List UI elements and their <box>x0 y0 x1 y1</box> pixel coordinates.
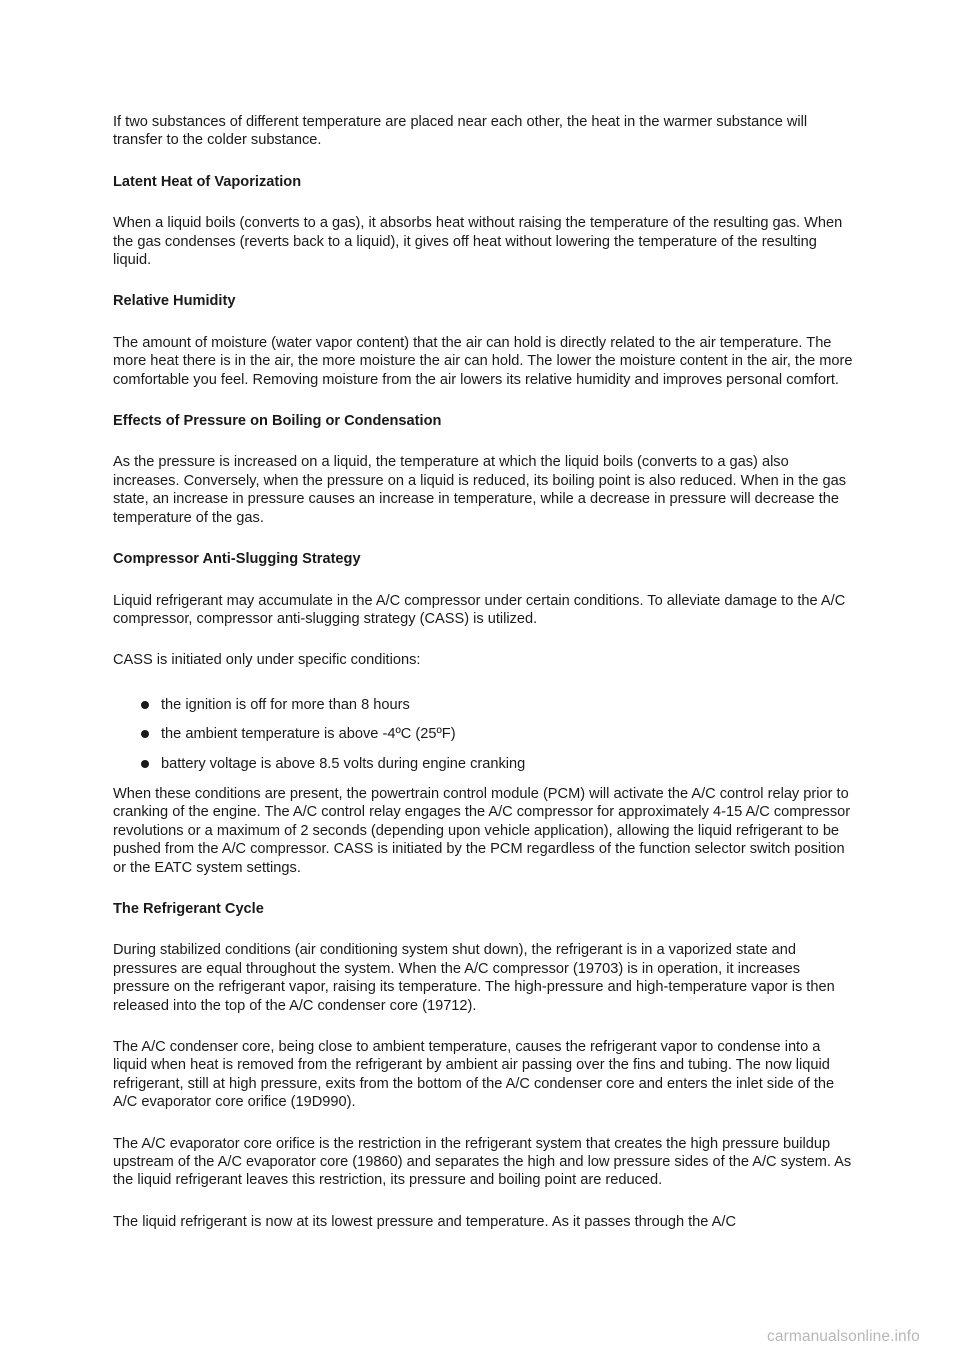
paragraph-lowest-pressure: The liquid refrigerant is now at its lowest pressure and temperature. As it passes through the A/C <box>113 1213 736 1230</box>
bullet-icon <box>141 730 149 738</box>
heading-pressure-effects: Effects of Pressure on Boiling or Condensation <box>113 413 442 430</box>
list-item-text: battery voltage is above 8.5 volts during engine cranking <box>161 755 526 772</box>
document-body <box>113 113 853 1231</box>
list-item <box>113 696 853 714</box>
heading-anti-slugging: Compressor Anti-Slugging Strategy <box>113 551 361 568</box>
list-item <box>113 755 853 773</box>
paragraph-condenser-core: The A/C condenser core, being close to ambient temperature, causes the refrigerant vapor to condense into a liquid when heat is removed from the refrigerant by ambient air passing over the fins and tubing. The now liquid refrigerant, still at high pressure, exits from the bottom of the A/C condenser core and enters the inlet side of the A/C evaporator core orifice (19D990). <box>113 1039 835 1111</box>
paragraph-pressure-effects: As the pressure is increased on a liquid, the temperature at which the liquid boils (converts to a gas) also increases. Conversely, when the pressure on a liquid is reduced, its boiling point is also reduced. When in the gas state, an increase in pressure causes an increase in temperature, while a decrease in pressure will decrease the temperature of the gas. <box>113 454 847 526</box>
list-item-text: the ambient temperature is above -4ºC (25ºF) <box>161 726 456 743</box>
heading-latent-heat: Latent Heat of Vaporization <box>113 173 302 190</box>
paragraph-evaporator-orifice: The A/C evaporator core orifice is the restriction in the refrigerant system that creates the high pressure buildup upstream of the A/C evaporator core (19860) and separates the high and low pressure sides of the A/C system. As the liquid refrigerant leaves this restriction, its pressure and boiling point are reduced. <box>113 1135 852 1189</box>
paragraph-latent-heat: When a liquid boils (converts to a gas), it absorbs heat without raising the temperature of the resulting gas. When the gas condenses (reverts back to a liquid), it gives off heat without lowering the temperature of the resulting liquid. <box>113 215 843 269</box>
paragraph-relative-humidity: The amount of moisture (water vapor content) that the air can hold is directly related to the air temperature. The more heat there is in the air, the more moisture the air can hold. The lower the moisture content in the air, the more comfortable you feel. Removing moisture from the air lowers its relative humidity and improves personal comfort. <box>113 334 853 388</box>
bullet-icon <box>141 701 149 709</box>
paragraph-stabilized-conditions: During stabilized conditions (air conditioning system shut down), the refrigerant is in a vaporized state and pressures are equal throughout the system. When the A/C compressor (19703) is in operation, it increases pressure on the refrigerant vapor, raising its temperature. The high-pressure and high-temperature vapor is then released into the top of the A/C condenser core (19712). <box>113 942 835 1014</box>
paragraph-anti-slugging: Liquid refrigerant may accumulate in the A/C compressor under certain conditions. To alleviate damage to the A/C compressor, compressor anti-slugging strategy (CASS) is utilized. <box>113 592 846 627</box>
heading-relative-humidity: Relative Humidity <box>113 293 236 310</box>
paragraph-heat-transfer: If two substances of different temperature are placed near each other, the heat in the warmer substance will transfer to the colder substance. <box>113 114 808 149</box>
watermark: carmanualsonline.info <box>767 1328 920 1345</box>
bullet-icon <box>141 760 149 768</box>
paragraph-cass-conditions: CASS is initiated only under specific conditions: <box>113 652 421 669</box>
list-item-text: the ignition is off for more than 8 hours <box>161 696 410 713</box>
conditions-list <box>113 696 853 773</box>
list-item <box>113 725 853 743</box>
heading-refrigerant-cycle: The Refrigerant Cycle <box>113 900 264 917</box>
paragraph-cass-operation: When these conditions are present, the powertrain control module (PCM) will activate the A/C control relay prior to cranking of the engine. The A/C control relay engages the A/C compressor for approximately 4-15 A/C compressor revolutions or a maximum of 2 seconds (depending upon vehicle application), allowing the liquid refrigerant to be pushed from the A/C compressor. CASS is initiated by the PCM regardless of the function selector switch position or the EATC system settings. <box>113 785 851 876</box>
